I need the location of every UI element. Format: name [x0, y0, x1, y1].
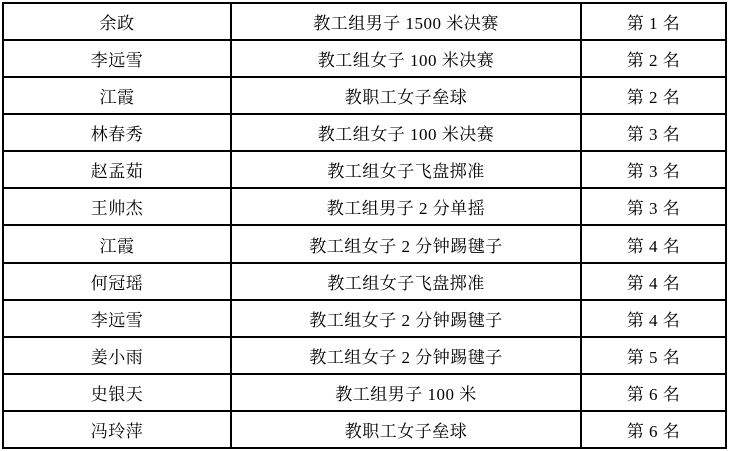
cell-event-name: 教工组女子 2 分钟踢毽子 — [231, 337, 581, 374]
cell-rank: 第 6 名 — [581, 374, 726, 411]
table-row — [3, 3, 726, 40]
cell-athlete-name: 冯玲萍 — [3, 411, 231, 448]
cell-rank: 第 5 名 — [581, 337, 726, 374]
cell-event-name: 教工组男子 1500 米决赛 — [231, 3, 581, 40]
cell-event-name: 教工组女子飞盘掷准 — [231, 263, 581, 300]
cell-rank: 第 4 名 — [581, 300, 726, 337]
cell-event-name: 教工组男子 2 分单摇 — [231, 188, 581, 225]
cell-event-name: 教职工女子垒球 — [231, 77, 581, 114]
table-row — [3, 263, 726, 300]
table-row — [3, 225, 726, 262]
cell-athlete-name: 李远雪 — [3, 40, 231, 77]
table-row — [3, 40, 726, 77]
cell-event-name: 教工组女子 100 米决赛 — [231, 114, 581, 151]
cell-rank: 第 4 名 — [581, 263, 726, 300]
cell-athlete-name: 江霞 — [3, 77, 231, 114]
cell-event-name: 教工组女子 2 分钟踢毽子 — [231, 225, 581, 262]
table-row — [3, 300, 726, 337]
cell-rank: 第 6 名 — [581, 411, 726, 448]
cell-rank: 第 1 名 — [581, 3, 726, 40]
table-row — [3, 337, 726, 374]
results-table — [2, 2, 727, 449]
table-row — [3, 77, 726, 114]
table-row — [3, 114, 726, 151]
cell-athlete-name: 史银天 — [3, 374, 231, 411]
table-row — [3, 374, 726, 411]
cell-rank: 第 2 名 — [581, 40, 726, 77]
cell-event-name: 教工组女子 100 米决赛 — [231, 40, 581, 77]
cell-rank: 第 4 名 — [581, 225, 726, 262]
cell-rank: 第 3 名 — [581, 188, 726, 225]
cell-rank: 第 3 名 — [581, 114, 726, 151]
cell-athlete-name: 王帅杰 — [3, 188, 231, 225]
cell-athlete-name: 江霞 — [3, 225, 231, 262]
cell-event-name: 教工组女子飞盘掷准 — [231, 151, 581, 188]
cell-rank: 第 3 名 — [581, 151, 726, 188]
cell-rank: 第 2 名 — [581, 77, 726, 114]
results-table-body — [3, 3, 726, 448]
cell-athlete-name: 赵孟茹 — [3, 151, 231, 188]
cell-event-name: 教职工女子垒球 — [231, 411, 581, 448]
table-row — [3, 188, 726, 225]
table-row — [3, 411, 726, 448]
cell-event-name: 教工组男子 100 米 — [231, 374, 581, 411]
cell-athlete-name: 姜小雨 — [3, 337, 231, 374]
table-row — [3, 151, 726, 188]
cell-event-name: 教工组女子 2 分钟踢毽子 — [231, 300, 581, 337]
cell-athlete-name: 余政 — [3, 3, 231, 40]
cell-athlete-name: 李远雪 — [3, 300, 231, 337]
cell-athlete-name: 何冠瑶 — [3, 263, 231, 300]
cell-athlete-name: 林春秀 — [3, 114, 231, 151]
